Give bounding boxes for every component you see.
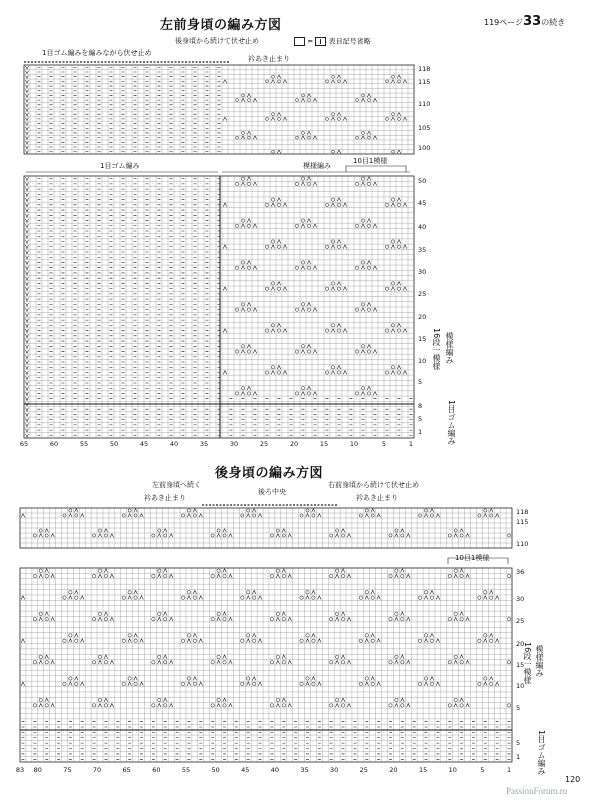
front-row-label: 8 xyxy=(418,402,423,410)
back-row-label: 15 xyxy=(516,661,525,669)
back-col-label: 50 xyxy=(211,766,220,774)
front-row-label: 1 xyxy=(418,428,423,436)
front-col-label: 50 xyxy=(109,440,119,448)
front-side-pattern: 模様編み xyxy=(445,332,454,364)
page-number: 120 xyxy=(565,775,581,784)
back-row-label: 5 xyxy=(516,739,521,747)
front-row-label: 20 xyxy=(418,313,427,321)
front-row-label: 5 xyxy=(418,415,423,423)
back-row-label: 36 xyxy=(516,568,525,576)
back-side-pattern: 模様編み xyxy=(535,645,544,677)
front-col-label: 35 xyxy=(199,440,209,448)
front-row-label: 30 xyxy=(418,268,427,276)
front-note-rib: 1目ゴム編みを編みながら伏せ止め xyxy=(42,49,152,57)
page-ref-number: 33 xyxy=(523,14,542,29)
front-label-pattern: 模様編み xyxy=(303,162,331,170)
front-note-neck: 衿あき止まり xyxy=(248,55,290,63)
back-col-label: 83 xyxy=(15,766,25,774)
back-note-right: 右前身頃から続けて伏せ止め xyxy=(328,481,419,489)
front-col-label: 65 xyxy=(19,440,29,448)
back-col-label: 80 xyxy=(33,766,42,774)
front-col-label: 30 xyxy=(229,440,239,448)
front-col-label: 5 xyxy=(381,440,387,448)
front-row-label: 50 xyxy=(418,177,427,185)
back-chart-title: 後身頃の編み方図 xyxy=(215,466,324,481)
front-note-back: 後身頃から続けて伏せ止め xyxy=(175,37,259,45)
back-note-center: 後ろ中央 xyxy=(258,488,286,496)
front-row-label: 105 xyxy=(418,124,431,132)
back-col-label: 30 xyxy=(330,766,339,774)
back-col-label: 25 xyxy=(359,766,368,774)
back-side-rib: 1目ゴム編み xyxy=(537,730,546,776)
front-side-repeat: 16段一模様 xyxy=(432,328,441,371)
back-col-label: 60 xyxy=(152,766,161,774)
back-col-label: 65 xyxy=(122,766,131,774)
front-row-label: 45 xyxy=(418,199,427,207)
back-row-label: 10 xyxy=(516,682,525,690)
back-col-label: 45 xyxy=(241,766,250,774)
back-col-label: 20 xyxy=(389,766,398,774)
front-row-label: 115 xyxy=(418,78,431,86)
front-row-label: 5 xyxy=(418,378,423,386)
page-ref-prefix: 119ページ xyxy=(484,18,524,27)
back-col-label: 5 xyxy=(480,766,485,774)
front-chart-title: 左前身頃の編み方図 xyxy=(160,18,282,33)
front-label-repeat: 10目1模様 xyxy=(353,157,388,165)
back-row-label: 25 xyxy=(516,617,525,625)
back-row-label: 20 xyxy=(516,640,525,648)
front-col-label: 25 xyxy=(259,440,269,448)
back-bracket xyxy=(448,558,508,564)
front-col-label: 1 xyxy=(408,440,414,448)
front-row-label: 100 xyxy=(418,144,431,152)
front-col-label: 55 xyxy=(79,440,89,448)
front-row-label: 110 xyxy=(418,100,431,108)
back-note-neck-right: 衿あき止まり xyxy=(356,494,398,502)
back-col-label: 75 xyxy=(63,766,72,774)
back-col-label: 1 xyxy=(506,766,512,774)
back-col-label: 70 xyxy=(92,766,102,774)
legend-equals: = xyxy=(307,37,314,46)
front-row-label: 118 xyxy=(418,65,431,73)
front-brackets xyxy=(26,166,410,172)
front-col-label: 60 xyxy=(49,440,59,448)
front-side-rib: 1目ゴム編み xyxy=(447,400,456,446)
front-row-label: 35 xyxy=(418,246,427,254)
back-side-repeat: 16段一模様 xyxy=(523,642,532,685)
front-col-label: 20 xyxy=(289,440,299,448)
front-row-label: 15 xyxy=(418,335,427,343)
back-note-left: 左前身頃へ続く xyxy=(152,481,201,489)
page-ref-suffix: の続き xyxy=(541,18,566,27)
watermark: PassionForum.ru xyxy=(506,786,568,796)
back-row-label: 110 xyxy=(516,540,529,548)
back-row-label: 30 xyxy=(516,595,525,603)
back-note-neck-left: 衿あき止まり xyxy=(144,494,186,502)
back-col-label: 15 xyxy=(418,766,428,774)
back-row-label: 115 xyxy=(516,518,529,526)
front-row-label: 25 xyxy=(418,290,427,298)
front-col-label: 15 xyxy=(319,440,329,448)
legend-text: 表目記号省略 xyxy=(328,37,371,46)
back-col-label: 55 xyxy=(181,766,191,774)
front-row-label: 40 xyxy=(418,223,427,231)
front-label-rib: 1目ゴム編み xyxy=(100,162,140,170)
front-col-label: 45 xyxy=(139,440,149,448)
back-col-label: 10 xyxy=(448,766,457,774)
back-row-label: 1 xyxy=(516,753,521,761)
back-label-repeat: 10目1模様 xyxy=(455,554,490,562)
back-row-label: 5 xyxy=(516,704,521,712)
front-row-label: 10 xyxy=(418,357,427,365)
front-col-label: 10 xyxy=(349,440,359,448)
back-col-label: 35 xyxy=(300,766,309,774)
front-col-label: 40 xyxy=(169,440,179,448)
back-col-label: 40 xyxy=(270,766,280,774)
back-row-label: 118 xyxy=(516,508,529,516)
